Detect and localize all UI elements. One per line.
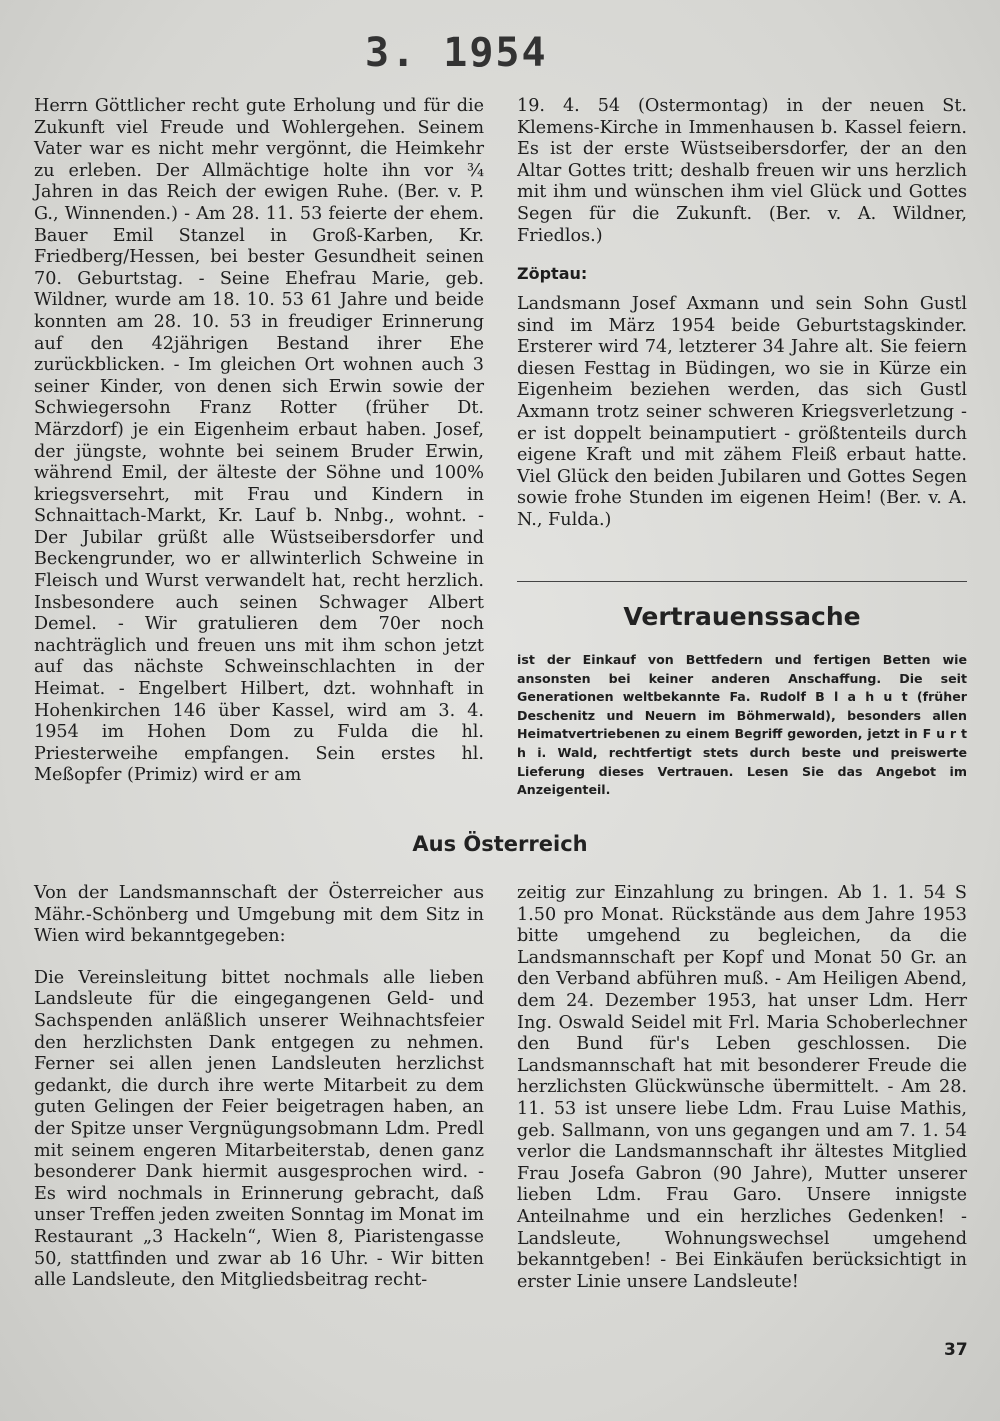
austria-left-text: Die Vereinsleitung bittet nochmals alle lieben Landsleute für die eingegangenen Geld- und Sachspenden anläßlich unserer Weihnachtsfeier den herzlichsten Dank entgegen zu nehmen. Ferner sei allen jenen Landsleuten herzlichst gedankt, die durch ihre werte Mitarbeit zu dem guten Gelingen der Feier beigetragen haben, an der Spitze unser Vergnügungsobmann Ldm. Predl mit seinem engeren Mitarbeiterstab, denen ganz besonderer Dank hiermit ausgesprochen wird. - Es wird nochmals in Erinnerung gebracht, daß unser Treffen jeden zweiten Sonntag im Monat im Restaurant „3 Hackeln“, Wien 8, Piaristengasse 50, stattfinden und zwar ab 16 Uhr. - Wir bitten alle Landsleute, den Mitgliedsbeitrag recht- bbox=[34, 967, 484, 1291]
zoeptau-article: Landsmann Josef Axmann und sein Sohn Gustl sind im März 1954 beide Geburtstagskinder. Ersterer wird 74, letzterer 34 Jahre alt. Sie feiern diesen Festtag in Büdingen, wo sie in Kürze ein Eigenheim beziehen werden, das sich Gustl Axmann trotz seiner schweren Kriegsverletzung - er ist doppelt beinamputiert - größtenteils durch eigene Kraft und mit zähem Fleiß erbaut hatte. Viel Glück den beiden Jubilaren und Gottes Segen sowie frohe Stunden im eigenen Heim! (Ber. v. A. N., Fulda.) bbox=[517, 294, 967, 530]
austria-left-column bbox=[34, 883, 484, 1292]
zoeptau-heading: Zöptau: bbox=[517, 264, 588, 283]
right-column-article: 19. 4. 54 (Ostermontag) in der neuen St. Klemens-Kirche in Immenhausen b. Kassel feiern. Es ist der erste Wüstseibersdorfer, der an den Altar Gottes tritt; deshalb freuen wir uns herzlich mit ihm und wünschen ihm viel Glück und Gottes Segen für die Zukunft. (Ber. v. A. Wildner, Friedlos.) bbox=[517, 96, 967, 246]
page-number: 37 bbox=[944, 1340, 968, 1360]
divider-line bbox=[517, 581, 967, 582]
austria-intro: Von der Landsmannschaft der Österreicher aus Mähr.-Schönberg und Umgebung mit dem Sitz in Wien wird bekanntgegeben: bbox=[34, 883, 484, 947]
austria-section-heading: Aus Österreich bbox=[412, 832, 588, 856]
advertisement-text: ist der Einkauf von Bettfedern und fertigen Betten wie ansonsten bei keiner anderen Anschaffung. Die seit Generationen weltbekannte Fa. Rudolf B l a h u t (früher Deschenitz und Neuern im Böhmerwald), besonders allen Heimatvertriebenen zu einem Begriff geworden, jetzt in F u r t h i. Wald, rechtfertigt stets durch beste und preiswerte Lieferung dieses Vertrauen. Lesen Sie das Angebot im Anzeigenteil. bbox=[517, 652, 967, 798]
left-column-article: Herrn Göttlicher recht gute Erholung und für die Zukunft viel Freude und Wohlergehen. Seinem Vater war es nicht mehr vergönnt, die Heimkehr zu erleben. Der Allmächtige holte ihn vor ¾ Jahren in das Reich der ewigen Ruhe. (Ber. v. P. G., Winnenden.) - Am 28. 11. 53 feierte der ehem. Bauer Emil Stanzel in Groß-Karben, Kr. Friedberg/Hessen, bei bester Gesundheit seinen 70. Geburtstag. - Seine Ehefrau Marie, geb. Wildner, wurde am 18. 10. 53 61 Jahre und beide konnten am 28. 10. 53 in freudiger Erinnerung auf den 42jährigen Bestand ihrer Ehe zurückblicken. - Im gleichen Ort wohnen auch 3 seiner Kinder, von denen sich Erwin sowie der Schwiegersohn Franz Rotter (früher Dt. Märzdorf) je ein Eigenheim erbaut haben. Josef, der jüngste, wohnte bei seinem Bruder Erwin, während Emil, der älteste der Söhne und 100% kriegsversehrt, mit Frau und Kindern in Schnaittach-Markt, Kr. Lauf b. Nnbg., wohnt. - Der Jubilar grüßt alle Wüstseibersdorfer und Beckengrunder, wo er allwinterlich Schweine in Fleisch und Wurst verwandelt hat, recht herzlich. Insbesondere auch seinen Schwager Albert Demel. - Wir gratulieren dem 70er noch nachträglich und freuen uns mit ihm schon jetzt auf das nächste Schweinschlachten in der Heimat. - Engelbert Hilbert, dzt. wohnhaft in Hohenkirchen 146 über Kassel, wird am 3. 4. 1954 im Hohen Dom zu Fulda die hl. Priesterweihe empfangen. Sein erstes hl. Meßopfer (Primiz) wird er am bbox=[34, 96, 484, 786]
austria-right-column: zeitig zur Einzahlung zu bringen. Ab 1. 1. 54 S 1.50 pro Monat. Rückstände aus dem Jahre 1953 bitte umgehend zu begleichen, da die Landsmannschaft per Kopf und Monat 50 Gr. an den Verband abführen muß. - Am Heiligen Abend, dem 24. Dezember 1953, hat unser Ldm. Herr Ing. Oswald Seidel mit Frl. Maria Schoberlechner den Bund für's Leben geschlossen. Die Landsmannschaft hat mit besonderer Freude die herzlichsten Glückwünsche übermittelt. - Am 28. 11. 53 ist unsere liebe Ldm. Frau Luise Mathis, geb. Sallmann, von uns gegangen und am 7. 1. 54 verlor die Landsmannschaft ihr ältestes Mitglied Frau Josefa Gabron (90 Jahre), Mutter unserer lieben Ldm. Frau Garo. Unsere innigste Anteilnahme und ein herzliches Gedenken! - Landsleute, Wohnungswechsel umgehend bekanntgeben! - Bei Einkäufen berücksichtigt in erster Linie unsere Landsleute! bbox=[517, 883, 967, 1292]
issue-number: 3. 1954 bbox=[365, 30, 548, 76]
advertisement-title: Vertrauenssache bbox=[623, 602, 861, 631]
